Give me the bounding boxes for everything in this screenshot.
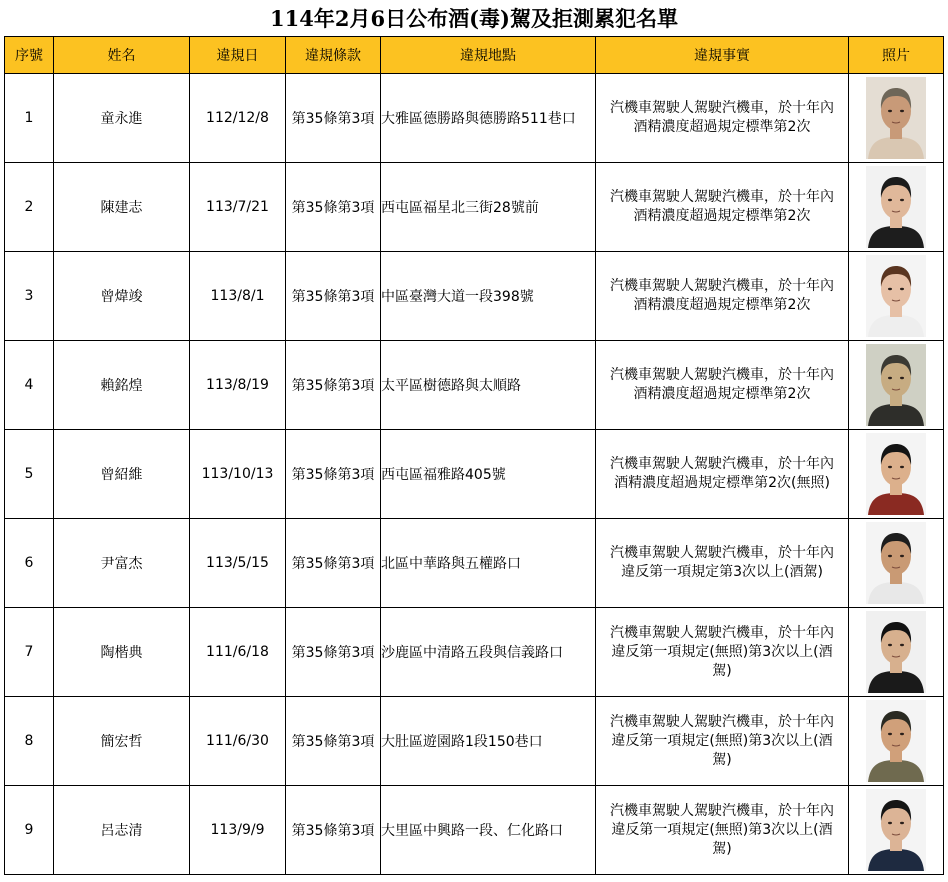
violation-date-cell: 113/7/21 <box>190 163 286 252</box>
photo-cell <box>849 74 944 163</box>
serial-number-cell: 7 <box>5 608 54 697</box>
violation-date-cell: 111/6/30 <box>190 697 286 786</box>
photo-cell <box>849 697 944 786</box>
violation-location-cell: 太平區樹德路與太順路 <box>381 341 596 430</box>
table-row <box>5 252 944 341</box>
table-row <box>5 74 944 163</box>
header-photo: 照片 <box>849 37 944 74</box>
offender-photo <box>866 166 926 248</box>
violation-location-cell: 中區臺灣大道一段398號 <box>381 252 596 341</box>
table-header-row <box>5 37 944 74</box>
violation-facts-cell <box>596 608 849 697</box>
name-cell: 陶楷典 <box>54 608 190 697</box>
offender-photo <box>866 700 926 782</box>
violation-date-cell: 113/9/9 <box>190 786 286 875</box>
offender-photo <box>866 611 926 693</box>
violation-date-cell: 111/6/18 <box>190 608 286 697</box>
violation-facts-line: 汽機車駕駛人駕駛汽機車，於十年內 <box>610 545 834 561</box>
serial-number-cell: 6 <box>5 519 54 608</box>
table-row <box>5 697 944 786</box>
violation-clause-cell: 第35條第3項 <box>286 697 381 786</box>
header-violation-facts: 違規事實 <box>596 37 849 74</box>
violation-clause-cell: 第35條第3項 <box>286 430 381 519</box>
name-cell: 簡宏哲 <box>54 697 190 786</box>
violation-location-cell: 北區中華路與五權路口 <box>381 519 596 608</box>
violation-location-cell: 沙鹿區中清路五段與信義路口 <box>381 608 596 697</box>
violation-facts-line: 駕) <box>712 751 732 768</box>
name-cell: 童永進 <box>54 74 190 163</box>
violation-facts-cell <box>596 163 849 252</box>
offender-photo <box>866 789 926 871</box>
name-cell: 曾紹維 <box>54 430 190 519</box>
violation-facts-line: 酒精濃度超過規定標準第2次 <box>633 386 811 402</box>
table-row <box>5 786 944 875</box>
header-violation-clause: 違規條款 <box>286 37 381 74</box>
table-row <box>5 341 944 430</box>
violation-clause-cell: 第35條第3項 <box>286 341 381 430</box>
violation-facts-line: 汽機車駕駛人駕駛汽機車，於十年內 <box>610 367 834 383</box>
serial-number-cell: 5 <box>5 430 54 519</box>
serial-number-cell: 8 <box>5 697 54 786</box>
violation-facts-line: 違反第一項規定第3次以上(酒駕) <box>621 564 823 580</box>
violation-location-cell: 西屯區福星北三街28號前 <box>381 163 596 252</box>
table-row <box>5 519 944 608</box>
photo-cell <box>849 430 944 519</box>
serial-number-cell: 2 <box>5 163 54 252</box>
violation-facts-line: 汽機車駕駛人駕駛汽機車，於十年內 <box>610 189 834 205</box>
offender-photo <box>866 433 926 515</box>
photo-cell <box>849 608 944 697</box>
serial-number-cell: 1 <box>5 74 54 163</box>
violation-facts-line: 汽機車駕駛人駕駛汽機車，於十年內 <box>610 100 834 116</box>
offender-photo <box>866 522 926 604</box>
serial-number-cell: 9 <box>5 786 54 875</box>
violation-date-cell: 113/10/13 <box>190 430 286 519</box>
violation-clause-cell: 第35條第3項 <box>286 519 381 608</box>
violation-facts-cell <box>596 519 849 608</box>
violation-facts-line: 酒精濃度超過規定標準第2次 <box>633 119 811 135</box>
violation-clause-cell: 第35條第3項 <box>286 252 381 341</box>
offender-table <box>4 36 944 875</box>
table-row <box>5 430 944 519</box>
violation-date-cell: 113/5/15 <box>190 519 286 608</box>
photo-cell <box>849 252 944 341</box>
violation-facts-cell <box>596 74 849 163</box>
violation-location-cell: 西屯區福雅路405號 <box>381 430 596 519</box>
violation-location-cell: 大雅區德勝路與德勝路511巷口 <box>381 74 596 163</box>
violation-clause-cell: 第35條第3項 <box>286 786 381 875</box>
offender-photo <box>866 77 926 159</box>
violation-facts-line: 酒精濃度超過規定標準第2次(無照) <box>614 475 830 491</box>
violation-facts-line: 汽機車駕駛人駕駛汽機車，於十年內 <box>610 713 834 730</box>
violation-clause-cell: 第35條第3項 <box>286 608 381 697</box>
violation-clause-cell: 第35條第3項 <box>286 74 381 163</box>
header-violation-location: 違規地點 <box>381 37 596 74</box>
photo-cell <box>849 341 944 430</box>
violation-facts-cell <box>596 697 849 786</box>
serial-number-cell: 3 <box>5 252 54 341</box>
violation-date-cell: 113/8/1 <box>190 252 286 341</box>
violation-date-cell: 112/12/8 <box>190 74 286 163</box>
name-cell: 賴銘煌 <box>54 341 190 430</box>
serial-number-cell: 4 <box>5 341 54 430</box>
violation-facts-cell <box>596 430 849 519</box>
name-cell: 尹富杰 <box>54 519 190 608</box>
violation-facts-line: 違反第一項規定(無照)第3次以上(酒 <box>611 732 833 749</box>
header-serial-number: 序號 <box>5 37 54 74</box>
photo-cell <box>849 519 944 608</box>
name-cell: 呂志清 <box>54 786 190 875</box>
violation-facts-line: 汽機車駕駛人駕駛汽機車，於十年內 <box>610 456 834 472</box>
name-cell: 曾煒竣 <box>54 252 190 341</box>
violation-facts-line: 酒精濃度超過規定標準第2次 <box>633 208 811 224</box>
page-title: 114年2月6日公布酒(毒)駕及拒測累犯名單 <box>270 6 678 31</box>
table-row <box>5 163 944 252</box>
violation-clause-cell: 第35條第3項 <box>286 163 381 252</box>
violation-facts-line: 違反第一項規定(無照)第3次以上(酒 <box>611 643 833 660</box>
violation-facts-line: 汽機車駕駛人駕駛汽機車，於十年內 <box>610 802 834 819</box>
violation-facts-cell <box>596 786 849 875</box>
violation-facts-line: 汽機車駕駛人駕駛汽機車，於十年內 <box>610 624 834 641</box>
violation-location-cell: 大里區中興路一段、仁化路口 <box>381 786 596 875</box>
violation-facts-line: 違反第一項規定(無照)第3次以上(酒 <box>611 821 833 838</box>
violation-facts-line: 汽機車駕駛人駕駛汽機車，於十年內 <box>610 278 834 294</box>
violation-facts-cell <box>596 341 849 430</box>
photo-cell <box>849 786 944 875</box>
name-cell: 陳建志 <box>54 163 190 252</box>
header-name: 姓名 <box>54 37 190 74</box>
violation-facts-line: 酒精濃度超過規定標準第2次 <box>633 297 811 313</box>
offender-photo <box>866 255 926 337</box>
violation-date-cell: 113/8/19 <box>190 341 286 430</box>
offender-photo <box>866 344 926 426</box>
violation-facts-line: 駕) <box>712 662 732 679</box>
header-violation-date: 違規日 <box>190 37 286 74</box>
violation-location-cell: 大肚區遊園路1段150巷口 <box>381 697 596 786</box>
violation-facts-line: 駕) <box>712 840 732 857</box>
table-row <box>5 608 944 697</box>
violation-facts-cell <box>596 252 849 341</box>
photo-cell <box>849 163 944 252</box>
